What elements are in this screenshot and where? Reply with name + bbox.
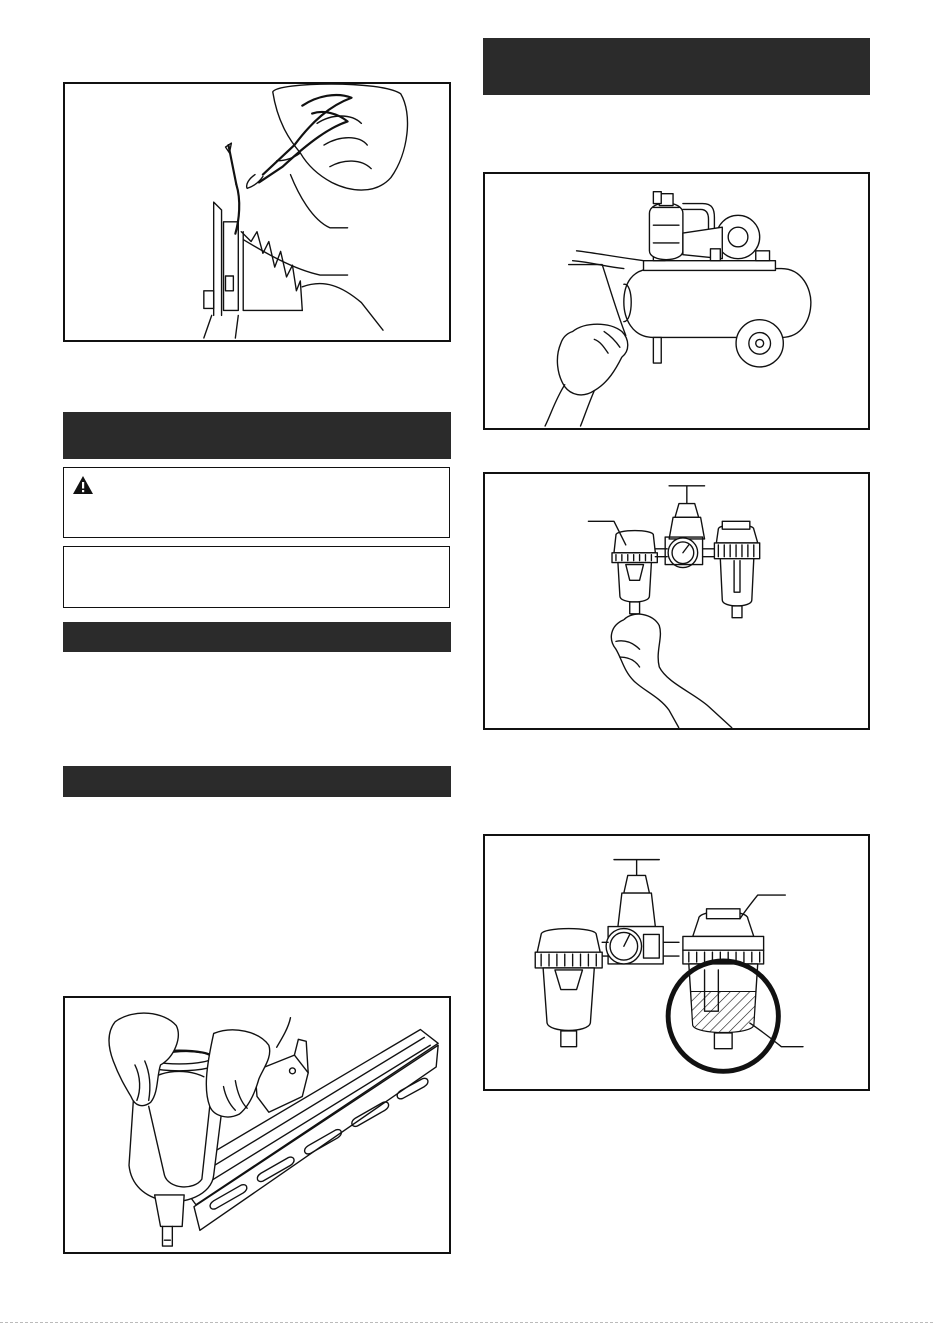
figure-lubricator-oil bbox=[483, 834, 870, 1091]
framing-nailer-illustration bbox=[65, 998, 449, 1252]
figure-pliers-nail bbox=[63, 82, 451, 342]
figure-nailer-magazine bbox=[63, 996, 451, 1254]
figure-compressor-drain bbox=[483, 172, 870, 430]
subheading-bar-1 bbox=[63, 622, 451, 652]
subheading-bar-2 bbox=[63, 766, 451, 797]
figure-filter-drain bbox=[483, 472, 870, 730]
page-bottom-dashed-rule bbox=[0, 1322, 933, 1323]
pliers-removing-nail-illustration bbox=[65, 84, 449, 340]
section-heading-bar-air-supply bbox=[483, 38, 870, 95]
notice-box bbox=[63, 546, 450, 608]
warning-triangle-icon bbox=[72, 475, 94, 495]
filter-regulator-lubricator-illustration bbox=[485, 836, 868, 1089]
filter-regulator-drain-illustration bbox=[485, 474, 868, 728]
air-compressor-illustration bbox=[485, 174, 868, 428]
warning-box bbox=[63, 467, 450, 538]
section-heading-bar-maintenance bbox=[63, 412, 451, 459]
